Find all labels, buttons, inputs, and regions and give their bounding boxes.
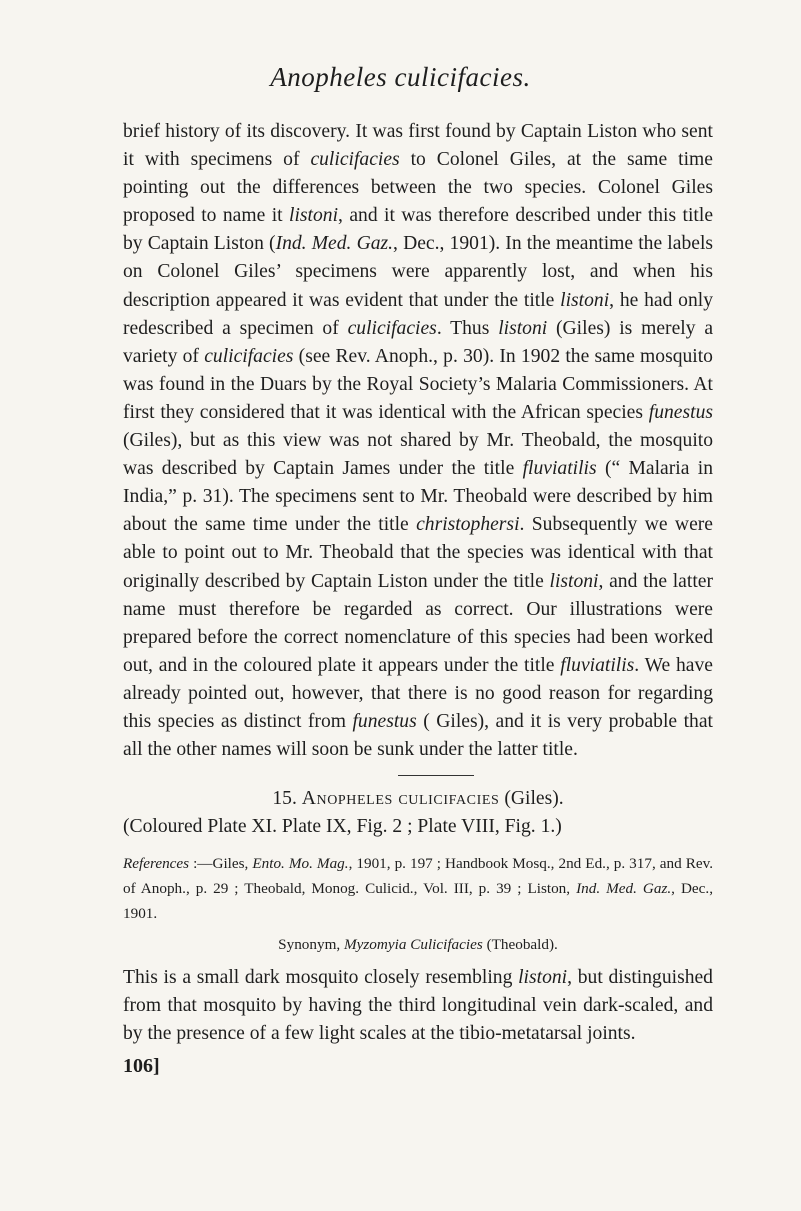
section-number: 15. [272,788,297,809]
text-run: to Colonel Giles, at the same time pointing out the differences between the two species. Colonel Giles proposed to name it [123,149,713,227]
italic-run: Ind. Med. Gaz. [576,879,672,897]
body-paragraph [123,118,713,764]
italic-run: listoni [289,205,339,227]
italic-run: culicifacies [310,149,400,171]
italic-run: funestus [648,401,713,423]
text-run: , Dec., 1901). In the meantime the labels on Colonel Giles’ specimens were apparently lost, and when his description appeared it was evident that under the title [123,233,714,311]
text-run: . Subsequently we were able to point out to Mr. Theobald that the species was identical with that originally described by Captain Liston under the title [123,514,713,592]
species-author: (Giles). [504,788,564,809]
text-run: (“ Malaria in India,” p. 31). The specimens sent to Mr. Theobald were described by him about the same time under the title [123,458,713,536]
text-run: , but distinguished from that mosquito by having the third longitudinal vein dark-scaled, and by the presence of a few light scales at the tibio-metatarsal joints. [123,967,713,1045]
text-run: , he had only redescribed a specimen of [123,289,713,339]
italic-run: culicifacies [347,317,437,339]
text-run: (Giles) is merely a variety of [123,317,714,367]
italic-run: Ento. Mo. Mag. [252,855,349,872]
species-name: Anopheles culicifacies [301,788,500,809]
text-run: (Theobald). [482,936,558,953]
synonym-line [123,936,713,954]
text-run: , and the latter name must therefore be regarded as correct. Our illustrations were prepared before the correct nomenclature of this species had been worked out, and in the coloured plate it appears under the title [123,570,713,676]
italic-run: culicifacies [204,345,294,367]
text-run: , Dec., 1901. [123,879,714,922]
references-paragraph [123,852,713,926]
italic-run: christophersi [416,514,520,536]
italic-run: listoni [549,570,599,592]
italic-run: fluviatilis [560,654,635,676]
text-run: , 1901, p. 197 ; Handbook Mosq., 2nd Ed., p. 317, and Rev. of Anoph., p. 29 ; Theobald, Monog. Culicid., Vol. III, p. 39 ; Liston, [123,855,713,897]
text-run: This is a small dark mosquito closely resembling [123,967,519,988]
text-run: brief history of its discovery. It was first found by Captain Liston who sent it with specimens of [123,121,713,171]
italic-run: listoni [518,967,568,988]
text-run: Synonym, [278,936,344,953]
text-run: :—Giles, [189,855,253,872]
text-run: (Giles), but as this view was not shared by Mr. Theobald, the mosquito was described by Captain James under the title [123,430,713,480]
italic-run: listoni [560,289,610,311]
section-divider [398,775,474,776]
text-run: , and it was therefore described under this title by Captain Liston ( [123,205,714,255]
page-number: 106] [123,1055,160,1077]
text-run: . Thus [436,317,499,339]
italic-run: listoni [498,317,548,339]
section-heading [123,788,713,810]
italic-run: Myzomyia Culicifacies [344,936,483,953]
text-run: (see Rev. Anoph., p. 30). In 1902 the same mosquito was found in the Duars by the Royal Society’s Malaria Commissioners. At first they considered that it was identical with the African species [123,345,713,423]
plate-references: (Coloured Plate XI. Plate IX, Fig. 2 ; Plate VIII, Fig. 1.) [123,816,562,837]
running-head: Anopheles culicifacies. [270,62,531,92]
text-run: ( Giles), and it is very probable that all the other names will soon be sunk under the latter title. [123,710,713,761]
description-paragraph [123,964,713,1048]
italic-run: Ind. Med. Gaz. [275,233,394,255]
text-run: . We have already pointed out, however, that there is no good reason for regarding this species as distinct from [123,654,713,732]
italic-run: funestus [352,710,417,732]
italic-run: References [123,855,190,872]
italic-run: fluviatilis [522,458,597,480]
